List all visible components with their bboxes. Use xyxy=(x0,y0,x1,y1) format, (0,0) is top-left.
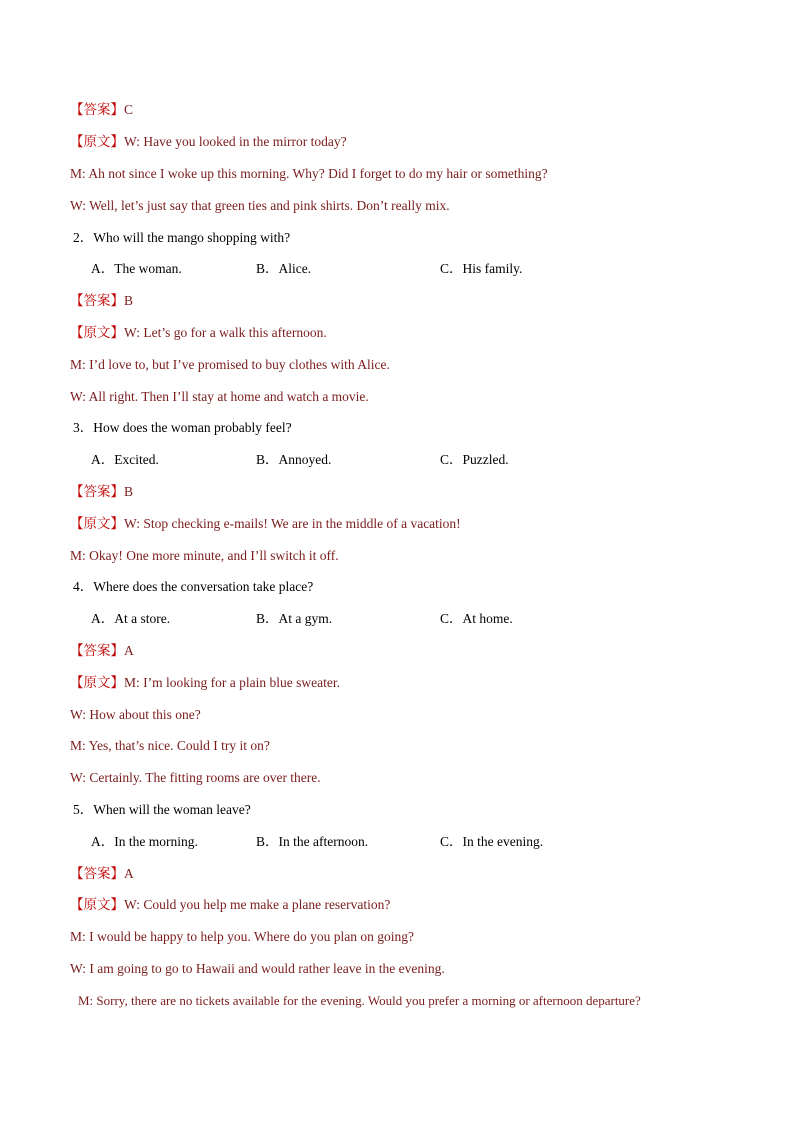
source-line xyxy=(70,896,390,914)
q5-option-a: A．In the morning. xyxy=(91,834,198,849)
source-label: 【原文】 xyxy=(70,325,124,340)
answer-line xyxy=(70,483,133,501)
source-text: W: Stop checking e-mails! We are in the middle of a vacation! xyxy=(124,516,461,531)
answer-value: B xyxy=(124,484,134,499)
transcript-line: M: Ah not since I woke up this morning. Why? Did I forget to do my hair or something? xyxy=(70,166,548,181)
answer-value: A xyxy=(124,643,134,658)
question-2: 2．Who will the mango shopping with? xyxy=(73,230,291,245)
q4-option-a: A．At a store. xyxy=(91,611,171,626)
transcript-line: M: I’d love to, but I’ve promised to buy clothes with Alice. xyxy=(70,357,390,372)
q5-option-c: C．In the evening. xyxy=(440,834,544,849)
q2-option-a: A．The woman. xyxy=(91,261,182,276)
answer-label: 【答案】 xyxy=(70,293,124,308)
transcript-line: W: Certainly. The fitting rooms are over there. xyxy=(70,770,321,785)
source-line xyxy=(70,133,347,151)
answer-line xyxy=(70,642,134,660)
q4-option-b: B．At a gym. xyxy=(256,611,333,626)
source-text: W: Have you looked in the mirror today? xyxy=(124,134,347,149)
transcript-line: W: I am going to go to Hawaii and would rather leave in the evening. xyxy=(70,961,445,976)
answer-value: C xyxy=(124,102,134,117)
answer-label: 【答案】 xyxy=(70,484,124,499)
question-5: 5．When will the woman leave? xyxy=(73,802,251,817)
answer-line xyxy=(70,865,134,883)
transcript-line: W: Well, let’s just say that green ties and pink shirts. Don’t really mix. xyxy=(70,198,450,213)
source-label: 【原文】 xyxy=(70,516,124,531)
source-text: W: Could you help me make a plane reservation? xyxy=(124,897,391,912)
source-label: 【原文】 xyxy=(70,134,124,149)
q2-option-c: C．His family. xyxy=(440,261,523,276)
q3-option-a: A．Excited. xyxy=(91,452,159,467)
answer-label: 【答案】 xyxy=(70,102,124,117)
answer-value: B xyxy=(124,293,134,308)
source-text: W: Let’s go for a walk this afternoon. xyxy=(124,325,327,340)
source-line xyxy=(70,515,461,533)
answer-line xyxy=(70,101,133,119)
answer-label: 【答案】 xyxy=(70,643,124,658)
answer-label: 【答案】 xyxy=(70,866,124,881)
answer-value: A xyxy=(124,866,134,881)
answer-line xyxy=(70,292,133,310)
q2-option-b: B．Alice. xyxy=(256,261,312,276)
q3-option-b: B．Annoyed. xyxy=(256,452,332,467)
transcript-line: M: I would be happy to help you. Where do you plan on going? xyxy=(70,929,414,944)
q4-option-c: C．At home. xyxy=(440,611,513,626)
source-text: M: I’m looking for a plain blue sweater. xyxy=(124,675,340,690)
source-label: 【原文】 xyxy=(70,675,124,690)
q5-option-b: B．In the afternoon. xyxy=(256,834,369,849)
question-4: 4．Where does the conversation take place? xyxy=(73,579,314,594)
transcript-line: M: Yes, that’s nice. Could I try it on? xyxy=(70,738,270,753)
transcript-line: M: Okay! One more minute, and I’ll switch it off. xyxy=(70,548,339,563)
source-line xyxy=(70,324,327,342)
source-line xyxy=(70,674,340,692)
source-label: 【原文】 xyxy=(70,897,124,912)
q3-option-c: C．Puzzled. xyxy=(440,452,509,467)
question-3: 3．How does the woman probably feel? xyxy=(73,420,292,435)
transcript-line: M: Sorry, there are no tickets available for the evening. Would you prefer a morning or afternoon departure? xyxy=(78,993,641,1008)
transcript-line: W: All right. Then I’ll stay at home and watch a movie. xyxy=(70,389,369,404)
transcript-line: W: How about this one? xyxy=(70,707,201,722)
